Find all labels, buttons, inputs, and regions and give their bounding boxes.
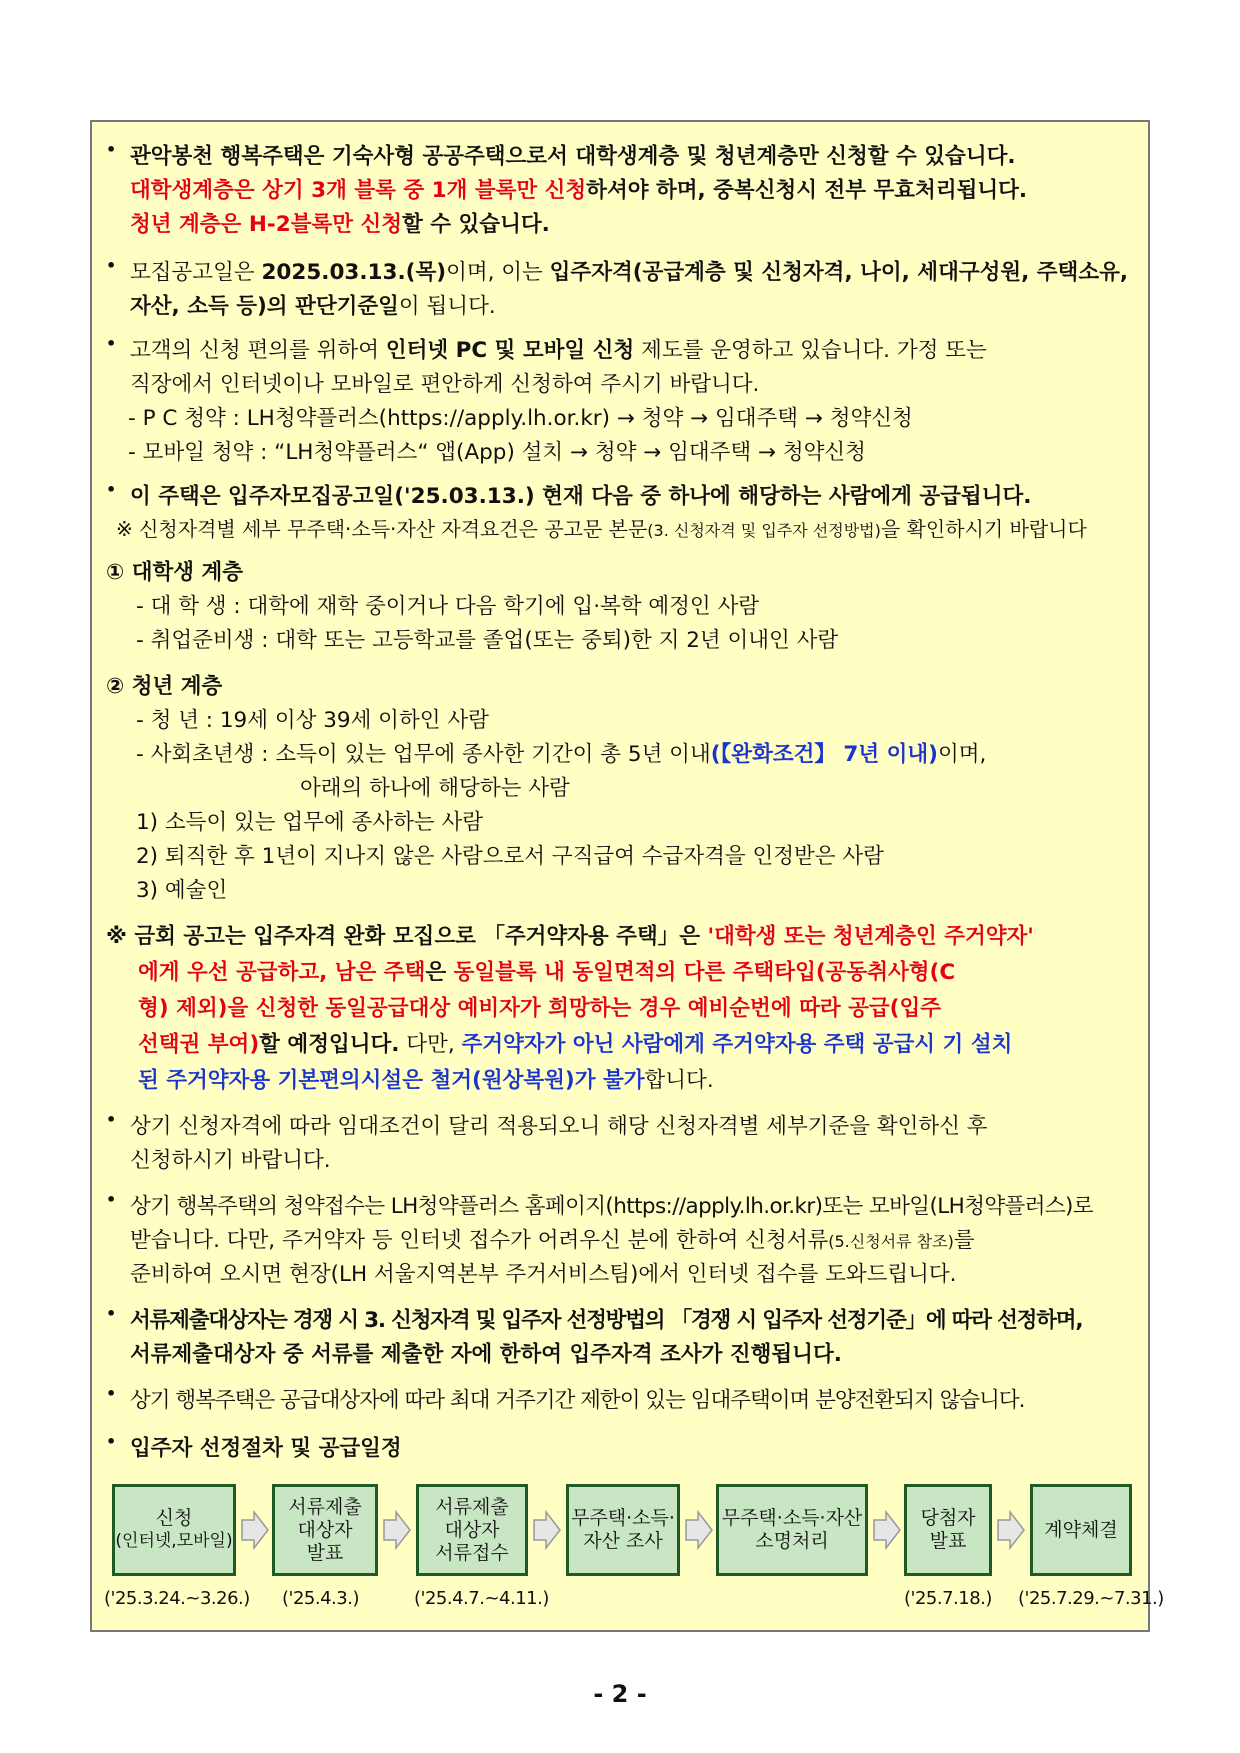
notice-line: 선택권 부여)할 예정입니다. 다만, 주거약자가 아닌 사람에게 주거약자용 주택 공급시 기 설치 <box>138 1032 1013 1057</box>
date-doc-target-announce: ('25.4.3.) <box>282 1588 359 1609</box>
notice-line: 형) 제외)을 신청한 동일공급대상 예비자가 희망하는 경우 예비순번에 따라 공급(입주 <box>138 996 941 1021</box>
step-label: (인터넷,모바일) <box>115 1531 233 1551</box>
step-doc-submission <box>416 1484 528 1576</box>
step-label: 신청 <box>155 1507 193 1529</box>
notice-line: 상기 행복주택은 공급대상자에 따라 최대 거주기간 제한이 있는 임대주택이며 분양전환되지 않습니다. <box>130 1388 1025 1413</box>
notice-line: 상기 신청자격에 따라 임대조건이 달리 적용되오니 해당 신청자격별 세부기준을 확인하신 후 <box>130 1114 988 1139</box>
notice-line: ※ 금회 공고는 입주자격 완화 모집으로 「주거약자용 주택」은 '대학생 또는 청년계층인 주거약자' <box>106 924 1034 949</box>
mobile-apply-line: - 모바일 청약 : “LH청약플러스“ 앱(App) 설치 → 청약 → 임대주택 → 청약신청 <box>128 440 866 465</box>
notice-line: 이 주택은 입주자모집공고일('25.03.13.) 현재 다음 중 하나에 해당하는 사람에게 공급됩니다. <box>130 484 1032 509</box>
notice-line: 에게 우선 공급하고, 남은 주택은 동일블록 내 동일면적의 다른 주택타입(공동취사형(C <box>138 960 956 985</box>
date-contract: ('25.7.29.~7.31.) <box>1018 1588 1164 1609</box>
step-label: 발표 <box>306 1541 344 1564</box>
bullet: • <box>106 256 117 275</box>
notice-line: 모집공고일은 2025.03.13.(목)이며, 이는 입주자격(공급계층 및 신청자격, 나이, 세대구성원, 주택소유, <box>130 260 1129 285</box>
notice-line: 신청하시기 바랍니다. <box>130 1148 331 1173</box>
notice-line: 받습니다. 다만, 주거약자 등 인터넷 접수가 어려우신 분에 한하여 신청서류(5.신청서류 참조)를 <box>130 1228 975 1253</box>
arrow-right-icon <box>872 1510 902 1550</box>
notice-line: 대학생계층은 상기 3개 블록 중 1개 블록만 신청하셔야 하며, 중복신청시 전부 무효처리됩니다. <box>130 178 1028 203</box>
arrow-right-icon <box>240 1510 270 1550</box>
notice-box <box>90 120 1150 1632</box>
step-label: 발표 <box>929 1530 967 1552</box>
step-label: 소명처리 <box>755 1530 829 1552</box>
notice-line: - 사회초년생 : 소득이 있는 업무에 종사한 기간이 총 5년 이내(【완화조건】 7년 이내)이며, <box>136 742 987 767</box>
notice-line: 3) 예술인 <box>136 878 228 903</box>
step-asset-check <box>566 1484 680 1576</box>
step-label: 대상자 <box>297 1518 353 1541</box>
bullet: • <box>106 1110 117 1129</box>
step-label: 무주택·소득·자산 <box>721 1507 863 1529</box>
notice-line: 서류제출대상자는 경쟁 시 3. 신청자격 및 입주자 선정방법의 「경쟁 시 입주자 선정기준」에 따라 선정하며, <box>130 1308 1083 1333</box>
notice-line: 직장에서 인터넷이나 모바일로 편안하게 신청하여 주시기 바랍니다. <box>130 372 760 397</box>
step-explanation <box>716 1484 868 1576</box>
notice-line: 준비하여 오시면 현장(LH 서울지역본부 주거서비스팀)에서 인터넷 접수를 도와드립니다. <box>130 1262 957 1287</box>
step-label: 서류제출 <box>435 1495 509 1518</box>
date-winner-announce: ('25.7.18.) <box>904 1588 992 1609</box>
pc-apply-line: - P C 청약 : LH청약플러스(https://apply.lh.or.kr) → 청약 → 임대주택 → 청약신청 <box>128 406 913 431</box>
notice-line: 1) 소득이 있는 업무에 종사하는 사람 <box>136 810 484 835</box>
notice-line: 상기 행복주택의 청약접수는 LH청약플러스 홈페이지(https://apply.lh.or.kr)또는 모바일(LH청약플러스)로 <box>130 1194 1094 1219</box>
step-label: 서류제출 <box>288 1495 362 1518</box>
section-title: ② 청년 계층 <box>106 674 223 699</box>
bullet: • <box>106 1384 117 1403</box>
notice-line: 고객의 신청 편의를 위하여 인터넷 PC 및 모바일 신청 제도를 운영하고 있습니다. 가정 또는 <box>130 338 987 363</box>
step-apply <box>112 1484 236 1576</box>
notice-line: - 청 년 : 19세 이상 39세 이하인 사람 <box>136 708 489 733</box>
notice-line: - 대 학 생 : 대학에 재학 중이거나 다음 학기에 입·복학 예정인 사람 <box>136 594 760 619</box>
arrow-right-icon <box>532 1510 562 1550</box>
arrow-right-icon <box>684 1510 714 1550</box>
notice-line: 2) 퇴직한 후 1년이 지나지 않은 사람으로서 구직급여 수급자격을 인정받은 사람 <box>136 844 884 869</box>
notice-line: 자산, 소득 등)의 판단기준일이 됩니다. <box>130 294 496 319</box>
step-label: 서류접수 <box>435 1541 509 1564</box>
bullet: • <box>106 480 117 499</box>
step-label: 당첨자 <box>920 1507 976 1529</box>
step-label: 계약체결 <box>1044 1518 1118 1541</box>
notice-line: 청년 계층은 H-2블록만 신청할 수 있습니다. <box>130 212 550 237</box>
bullet: • <box>106 1190 117 1209</box>
step-label: 무주택·소득· <box>571 1507 675 1529</box>
step-label: 자산 조사 <box>583 1530 663 1552</box>
bullet: • <box>106 1304 117 1323</box>
date-apply: ('25.3.24.~3.26.) <box>104 1588 250 1609</box>
step-doc-target-announce <box>272 1484 378 1576</box>
arrow-right-icon <box>382 1510 412 1550</box>
bullet: • <box>106 334 117 353</box>
section-title: ① 대학생 계층 <box>106 560 244 585</box>
bullet: • <box>106 1432 117 1451</box>
arrow-right-icon <box>996 1510 1026 1550</box>
notice-line: 아래의 하나에 해당하는 사람 <box>300 776 570 801</box>
notice-line: 서류제출대상자 중 서류를 제출한 자에 한하여 입주자격 조사가 진행됩니다. <box>130 1342 842 1367</box>
page-number: - 2 - <box>593 1680 647 1708</box>
date-doc-submission: ('25.4.7.~4.11.) <box>414 1588 549 1609</box>
bullet: • <box>106 140 117 159</box>
notice-line: 된 주거약자용 기본편의시설은 철거(원상복원)가 불가합니다. <box>138 1068 714 1093</box>
notice-note: ※ 신청자격별 세부 무주택·소득·자산 자격요건은 공고문 본문(3. 신청자격 및 입주자 선정방법)을 확인하시기 바랍니다 <box>116 517 1087 541</box>
step-winner-announce <box>904 1484 992 1576</box>
step-label: 대상자 <box>444 1518 500 1541</box>
notice-line: - 취업준비생 : 대학 또는 고등학교를 졸업(또는 중퇴)한 지 2년 이내인 사람 <box>136 628 839 653</box>
step-contract <box>1030 1484 1132 1576</box>
notice-line: 관악봉천 행복주택은 기숙사형 공공주택으로서 대학생계층 및 청년계층만 신청할 수 있습니다. <box>130 144 1016 169</box>
process-title: 입주자 선정절차 및 공급일정 <box>130 1436 402 1461</box>
